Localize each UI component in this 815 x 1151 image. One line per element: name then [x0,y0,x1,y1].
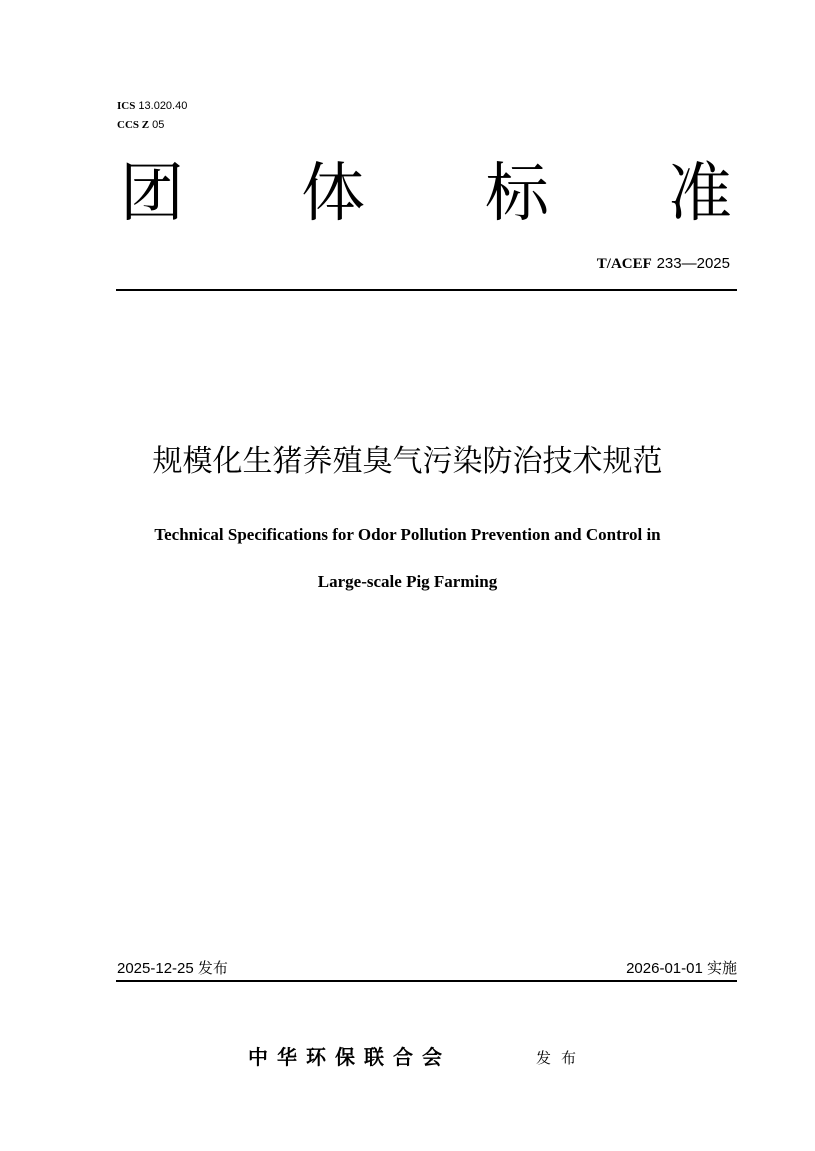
document-title-chinese: 规模化生猪养殖臭气污染防治技术规范 [152,444,663,479]
ics-code [117,99,187,113]
standard-type-char-2: 体 [301,157,365,231]
document-title-english-line-1: Technical Specifications for Odor Pollution Prevention and Control in [154,525,661,544]
document-title-english-line-2: Large-scale Pig Farming [317,572,498,591]
standard-org-code: T/ACEF [596,256,652,272]
publisher-name: 中华环保联合会 [248,1045,451,1069]
ccs-code [117,118,164,132]
publisher-action: 发布 [536,1049,587,1067]
ics-label: ICS [117,100,136,112]
standard-number-value: 233—2025 [656,255,730,272]
ccs-label: CCS Z [117,119,150,131]
standard-type-char-4: 准 [668,157,732,231]
implementation-date: 2026-01-01 实施 [626,960,737,977]
standard-type-char-3: 标 [485,157,549,231]
ccs-value: 05 [152,119,165,131]
publish-date: 2025-12-25 发布 [117,960,228,977]
standard-number [597,253,730,274]
header-divider [116,289,737,291]
standard-type-char-1: 团 [120,157,184,231]
footer-divider [116,980,737,982]
ics-value: 13.020.40 [138,100,188,112]
